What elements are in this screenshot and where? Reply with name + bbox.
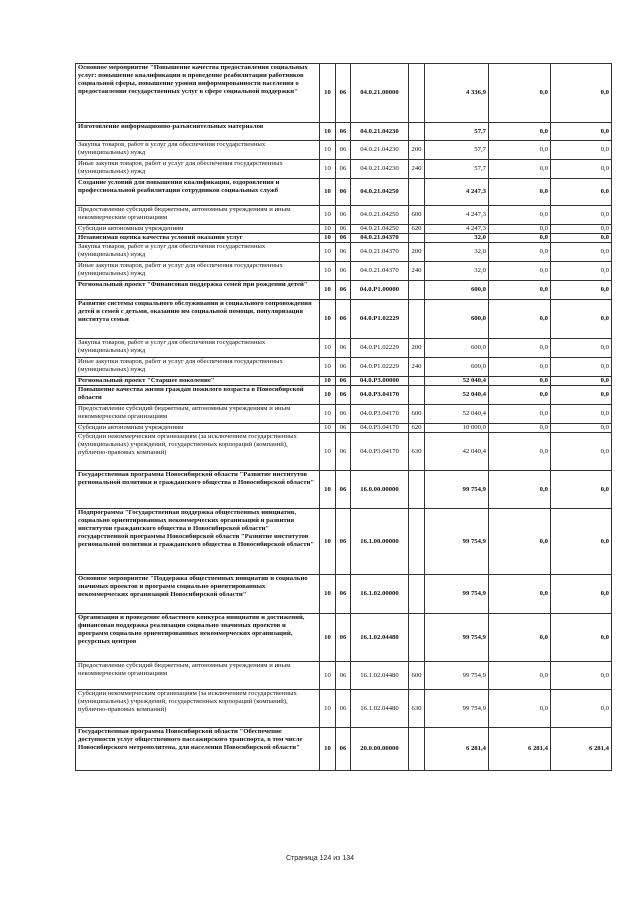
amount-year-1: 99 754,9 bbox=[425, 662, 489, 690]
expense-type-code: 600 bbox=[409, 662, 425, 690]
subsection-code: 06 bbox=[336, 358, 351, 377]
section-code: 10 bbox=[320, 179, 336, 206]
section-code: 10 bbox=[320, 160, 336, 179]
item-name: Закупка товаров, работ и услуг для обеспечения государственных (муниципальных) нужд bbox=[76, 339, 320, 358]
amount-year-1: 99 754,9 bbox=[425, 614, 489, 662]
amount-year-2: 0,0 bbox=[489, 509, 551, 575]
section-code: 10 bbox=[320, 123, 336, 141]
expense-type-code bbox=[409, 614, 425, 662]
amount-year-1: 32,0 bbox=[425, 262, 489, 281]
expense-type-code bbox=[409, 123, 425, 141]
amount-year-2: 0,0 bbox=[489, 386, 551, 405]
section-code: 10 bbox=[320, 225, 336, 234]
table-body bbox=[76, 64, 612, 771]
target-article-code: 04.0.21.04250 bbox=[351, 206, 409, 225]
section-code: 10 bbox=[320, 243, 336, 262]
section-code: 10 bbox=[320, 234, 336, 243]
subsection-code: 06 bbox=[336, 234, 351, 243]
target-article-code: 04.0.P1.02229 bbox=[351, 339, 409, 358]
target-article-code: 16.1.02.00000 bbox=[351, 575, 409, 614]
amount-year-2: 0,0 bbox=[489, 123, 551, 141]
expense-type-code bbox=[409, 471, 425, 509]
subsection-code: 06 bbox=[336, 339, 351, 358]
amount-year-3: 0,0 bbox=[551, 262, 612, 281]
amount-year-2: 0,0 bbox=[489, 575, 551, 614]
amount-year-2: 0,0 bbox=[489, 339, 551, 358]
target-article-code: 04.0.21.04230 bbox=[351, 123, 409, 141]
table-row bbox=[76, 424, 612, 433]
amount-year-3: 0,0 bbox=[551, 281, 612, 300]
amount-year-3: 0,0 bbox=[551, 471, 612, 509]
item-name: Предоставление субсидий бюджетным, автономным учреждениям и иным некоммерческим организациям bbox=[76, 206, 320, 225]
amount-year-3: 0,0 bbox=[551, 179, 612, 206]
target-article-code: 04.0.21.04230 bbox=[351, 160, 409, 179]
amount-year-2: 0,0 bbox=[489, 234, 551, 243]
amount-year-3: 0,0 bbox=[551, 225, 612, 234]
target-article-code: 16.0.00.00000 bbox=[351, 471, 409, 509]
table-row bbox=[76, 179, 612, 206]
expense-type-code bbox=[409, 728, 425, 771]
section-code: 10 bbox=[320, 262, 336, 281]
amount-year-1: 52 040,4 bbox=[425, 377, 489, 386]
amount-year-1: 99 754,9 bbox=[425, 471, 489, 509]
amount-year-3: 0,0 bbox=[551, 339, 612, 358]
subsection-code: 06 bbox=[336, 405, 351, 424]
section-code: 10 bbox=[320, 424, 336, 433]
amount-year-2: 0,0 bbox=[489, 225, 551, 234]
amount-year-1: 42 040,4 bbox=[425, 433, 489, 471]
table-row bbox=[76, 160, 612, 179]
target-article-code: 20.0.00.00000 bbox=[351, 728, 409, 771]
amount-year-3: 0,0 bbox=[551, 433, 612, 471]
table-row bbox=[76, 225, 612, 234]
item-name: Иные закупки товаров, работ и услуг для обеспечения государственных (муниципальных) нужд bbox=[76, 262, 320, 281]
expense-type-code: 630 bbox=[409, 690, 425, 728]
table-row bbox=[76, 405, 612, 424]
expense-type-code: 600 bbox=[409, 206, 425, 225]
target-article-code: 04.0.P3.04170 bbox=[351, 386, 409, 405]
subsection-code: 06 bbox=[336, 424, 351, 433]
table-row bbox=[76, 339, 612, 358]
page-footer: Страница 124 из 134 bbox=[285, 855, 355, 862]
amount-year-2: 0,0 bbox=[489, 471, 551, 509]
expense-type-code: 200 bbox=[409, 141, 425, 160]
expense-type-code bbox=[409, 64, 425, 123]
expense-type-code: 200 bbox=[409, 243, 425, 262]
subsection-code: 06 bbox=[336, 206, 351, 225]
amount-year-1: 4 247,3 bbox=[425, 206, 489, 225]
table-row bbox=[76, 662, 612, 690]
subsection-code: 06 bbox=[336, 281, 351, 300]
amount-year-1: 600,0 bbox=[425, 300, 489, 339]
amount-year-2: 0,0 bbox=[489, 160, 551, 179]
subsection-code: 06 bbox=[336, 377, 351, 386]
item-name: Организация и проведение областного конкурса инициатив и достижений, финансовая поддержка реализации социально значимых проектов и программ социально ориентированных некоммерческих организаций, ресурсных центров bbox=[76, 614, 320, 662]
section-code: 10 bbox=[320, 405, 336, 424]
amount-year-3: 6 281,4 bbox=[551, 728, 612, 771]
expense-type-code bbox=[409, 575, 425, 614]
item-name: Предоставление субсидий бюджетным, автономным учреждениям и иным некоммерческим организациям bbox=[76, 405, 320, 424]
expense-type-code: 240 bbox=[409, 262, 425, 281]
item-name: Региональный проект "Старшее поколение" bbox=[76, 377, 320, 386]
subsection-code: 06 bbox=[336, 728, 351, 771]
amount-year-2: 0,0 bbox=[489, 262, 551, 281]
target-article-code: 04.0.P3.04170 bbox=[351, 405, 409, 424]
expense-type-code: 240 bbox=[409, 358, 425, 377]
amount-year-3: 0,0 bbox=[551, 405, 612, 424]
table-row bbox=[76, 509, 612, 575]
table-row bbox=[76, 123, 612, 141]
table-row bbox=[76, 728, 612, 771]
subsection-code: 06 bbox=[336, 262, 351, 281]
amount-year-2: 0,0 bbox=[489, 690, 551, 728]
target-article-code: 16.1.02.04480 bbox=[351, 662, 409, 690]
expense-type-code bbox=[409, 509, 425, 575]
expense-type-code: 600 bbox=[409, 405, 425, 424]
target-article-code: 04.0.21.04250 bbox=[351, 225, 409, 234]
expense-type-code: 620 bbox=[409, 424, 425, 433]
section-code: 10 bbox=[320, 206, 336, 225]
section-code: 10 bbox=[320, 64, 336, 123]
expense-type-code: 620 bbox=[409, 225, 425, 234]
item-name: Создание условий для повышения квалификации, оздоровления и профессиональной реабилитации сотрудников социальных служб bbox=[76, 179, 320, 206]
budget-table bbox=[75, 63, 612, 771]
amount-year-3: 0,0 bbox=[551, 64, 612, 123]
table-row bbox=[76, 433, 612, 471]
section-code: 10 bbox=[320, 300, 336, 339]
amount-year-3: 0,0 bbox=[551, 160, 612, 179]
subsection-code: 06 bbox=[336, 141, 351, 160]
expense-type-code bbox=[409, 234, 425, 243]
amount-year-2: 0,0 bbox=[489, 243, 551, 262]
amount-year-1: 52 040,4 bbox=[425, 386, 489, 405]
table-row bbox=[76, 377, 612, 386]
amount-year-2: 0,0 bbox=[489, 179, 551, 206]
section-code: 10 bbox=[320, 141, 336, 160]
amount-year-3: 0,0 bbox=[551, 206, 612, 225]
table-row bbox=[76, 471, 612, 509]
amount-year-2: 6 281,4 bbox=[489, 728, 551, 771]
amount-year-1: 4 247,3 bbox=[425, 225, 489, 234]
amount-year-1: 99 754,9 bbox=[425, 690, 489, 728]
amount-year-3: 0,0 bbox=[551, 358, 612, 377]
item-name: Закупка товаров, работ и услуг для обеспечения государственных (муниципальных) нужд bbox=[76, 141, 320, 160]
amount-year-3: 0,0 bbox=[551, 123, 612, 141]
target-article-code: 04.0.P1.00000 bbox=[351, 281, 409, 300]
amount-year-2: 0,0 bbox=[489, 358, 551, 377]
item-name: Подпрограмма "Государственная поддержка общественных инициатив, социально ориентированных некоммерческих организаций и развития институтов гражданского общества в Новосибирской области" государственной программы Новосибирской области "Развитие институтов региональной политики и гражданского общества в Новосибирской области" bbox=[76, 509, 320, 575]
table-row bbox=[76, 262, 612, 281]
amount-year-2: 0,0 bbox=[489, 662, 551, 690]
item-name: Иные закупки товаров, работ и услуг для обеспечения государственных (муниципальных) нужд bbox=[76, 160, 320, 179]
item-name: Субсидии некоммерческим организациям (за исключением государственных (муниципальных) учреждений, государственных корпораций (компаний), публично-правовых компаний) bbox=[76, 690, 320, 728]
section-code: 10 bbox=[320, 377, 336, 386]
expense-type-code bbox=[409, 300, 425, 339]
table-row bbox=[76, 64, 612, 123]
amount-year-3: 0,0 bbox=[551, 575, 612, 614]
subsection-code: 06 bbox=[336, 64, 351, 123]
amount-year-1: 32,0 bbox=[425, 234, 489, 243]
amount-year-3: 0,0 bbox=[551, 234, 612, 243]
expense-type-code: 630 bbox=[409, 433, 425, 471]
target-article-code: 16.1.00.00000 bbox=[351, 509, 409, 575]
target-article-code: 04.0.P1.02229 bbox=[351, 358, 409, 377]
table-row bbox=[76, 358, 612, 377]
table-row bbox=[76, 243, 612, 262]
amount-year-1: 99 754,9 bbox=[425, 509, 489, 575]
table-row bbox=[76, 690, 612, 728]
amount-year-3: 0,0 bbox=[551, 509, 612, 575]
subsection-code: 06 bbox=[336, 179, 351, 206]
expense-type-code: 240 bbox=[409, 160, 425, 179]
section-code: 10 bbox=[320, 690, 336, 728]
amount-year-3: 0,0 bbox=[551, 424, 612, 433]
item-name: Государственная программа Новосибирской области "Обеспечение доступности услуг общественного пассажирского транспорта, в том числе Новосибирского метрополитена, для населения Новосибирской области" bbox=[76, 728, 320, 771]
target-article-code: 04.0.P3.00000 bbox=[351, 377, 409, 386]
subsection-code: 06 bbox=[336, 433, 351, 471]
table-row bbox=[76, 575, 612, 614]
item-name: Субсидии некоммерческим организациям (за исключением государственных (муниципальных) учреждений, государственных корпораций (компаний), публично-правовых компаний) bbox=[76, 433, 320, 471]
expense-type-code bbox=[409, 281, 425, 300]
section-code: 10 bbox=[320, 471, 336, 509]
item-name: Основное мероприятие "Поддержка общественных инициатив и социально значимых проектов и программ социально ориентированных некоммерческих организаций Новосибирской области" bbox=[76, 575, 320, 614]
section-code: 10 bbox=[320, 386, 336, 405]
item-name: Предоставление субсидий бюджетным, автономным учреждениям и иным некоммерческим организациям bbox=[76, 662, 320, 690]
table-row bbox=[76, 141, 612, 160]
subsection-code: 06 bbox=[336, 662, 351, 690]
amount-year-1: 10 000,0 bbox=[425, 424, 489, 433]
target-article-code: 04.0.21.04230 bbox=[351, 141, 409, 160]
amount-year-1: 4 247,3 bbox=[425, 179, 489, 206]
item-name: Закупка товаров, работ и услуг для обеспечения государственных (муниципальных) нужд bbox=[76, 243, 320, 262]
subsection-code: 06 bbox=[336, 575, 351, 614]
expense-type-code bbox=[409, 179, 425, 206]
amount-year-1: 600,0 bbox=[425, 281, 489, 300]
amount-year-2: 0,0 bbox=[489, 614, 551, 662]
item-name: Региональный проект "Финансовая поддержка семей при рождении детей" bbox=[76, 281, 320, 300]
item-name: Независимая оценка качества условий оказания услуг bbox=[76, 234, 320, 243]
table-row bbox=[76, 386, 612, 405]
subsection-code: 06 bbox=[336, 243, 351, 262]
expense-type-code: 200 bbox=[409, 339, 425, 358]
subsection-code: 06 bbox=[336, 386, 351, 405]
amount-year-1: 6 281,4 bbox=[425, 728, 489, 771]
target-article-code: 04.0.21.04250 bbox=[351, 179, 409, 206]
target-article-code: 04.0.21.04370 bbox=[351, 243, 409, 262]
amount-year-1: 600,0 bbox=[425, 339, 489, 358]
amount-year-1: 57,7 bbox=[425, 160, 489, 179]
amount-year-2: 0,0 bbox=[489, 424, 551, 433]
section-code: 10 bbox=[320, 662, 336, 690]
amount-year-3: 0,0 bbox=[551, 690, 612, 728]
subsection-code: 06 bbox=[336, 509, 351, 575]
section-code: 10 bbox=[320, 433, 336, 471]
amount-year-3: 0,0 bbox=[551, 662, 612, 690]
subsection-code: 06 bbox=[336, 225, 351, 234]
target-article-code: 04.0.21.04370 bbox=[351, 262, 409, 281]
amount-year-2: 0,0 bbox=[489, 206, 551, 225]
section-code: 10 bbox=[320, 728, 336, 771]
subsection-code: 06 bbox=[336, 160, 351, 179]
amount-year-2: 0,0 bbox=[489, 281, 551, 300]
amount-year-2: 0,0 bbox=[489, 300, 551, 339]
amount-year-3: 0,0 bbox=[551, 243, 612, 262]
section-code: 10 bbox=[320, 509, 336, 575]
amount-year-1: 52 040,4 bbox=[425, 405, 489, 424]
amount-year-3: 0,0 bbox=[551, 141, 612, 160]
amount-year-1: 600,0 bbox=[425, 358, 489, 377]
item-name: Изготовление информационно-разъяснительных материалов bbox=[76, 123, 320, 141]
amount-year-1: 99 754,9 bbox=[425, 575, 489, 614]
item-name: Иные закупки товаров, работ и услуг для обеспечения государственных (муниципальных) нужд bbox=[76, 358, 320, 377]
amount-year-1: 32,0 bbox=[425, 243, 489, 262]
item-name: Субсидии автономным учреждениям bbox=[76, 424, 320, 433]
amount-year-2: 0,0 bbox=[489, 141, 551, 160]
section-code: 10 bbox=[320, 575, 336, 614]
amount-year-2: 0,0 bbox=[489, 433, 551, 471]
section-code: 10 bbox=[320, 358, 336, 377]
target-article-code: 04.0.P1.02229 bbox=[351, 300, 409, 339]
item-name: Государственная программа Новосибирской области "Развитие институтов региональной политики и гражданского общества в Новосибирской области" bbox=[76, 471, 320, 509]
target-article-code: 04.0.P3.04170 bbox=[351, 433, 409, 471]
table-row bbox=[76, 206, 612, 225]
target-article-code: 16.1.02.04480 bbox=[351, 690, 409, 728]
table-row bbox=[76, 234, 612, 243]
subsection-code: 06 bbox=[336, 471, 351, 509]
target-article-code: 04.0.P3.04170 bbox=[351, 424, 409, 433]
subsection-code: 06 bbox=[336, 123, 351, 141]
amount-year-2: 0,0 bbox=[489, 64, 551, 123]
subsection-code: 06 bbox=[336, 300, 351, 339]
amount-year-3: 0,0 bbox=[551, 614, 612, 662]
section-code: 10 bbox=[320, 614, 336, 662]
table-row bbox=[76, 281, 612, 300]
subsection-code: 06 bbox=[336, 690, 351, 728]
table-row bbox=[76, 300, 612, 339]
section-code: 10 bbox=[320, 339, 336, 358]
amount-year-2: 0,0 bbox=[489, 377, 551, 386]
amount-year-1: 4 336,9 bbox=[425, 64, 489, 123]
item-name: Повышение качества жизни граждан пожилого возраста в Новосибирской области bbox=[76, 386, 320, 405]
amount-year-1: 57,7 bbox=[425, 123, 489, 141]
item-name: Основное мероприятие "Повышение качества предоставления социальных услуг: повышение квалификации и проведение реабилитации работников социальной сферы, повышение уровня информированности населения о предоставлении государственных услуг в сфере социальной поддержки" bbox=[76, 64, 320, 123]
subsection-code: 06 bbox=[336, 614, 351, 662]
section-code: 10 bbox=[320, 281, 336, 300]
item-name: Субсидии автономным учреждениям bbox=[76, 225, 320, 234]
table-row bbox=[76, 614, 612, 662]
expense-type-code bbox=[409, 377, 425, 386]
amount-year-3: 0,0 bbox=[551, 386, 612, 405]
target-article-code: 16.1.02.04480 bbox=[351, 614, 409, 662]
amount-year-3: 0,0 bbox=[551, 300, 612, 339]
amount-year-2: 0,0 bbox=[489, 405, 551, 424]
expense-type-code bbox=[409, 386, 425, 405]
amount-year-1: 57,7 bbox=[425, 141, 489, 160]
target-article-code: 04.0.21.04370 bbox=[351, 234, 409, 243]
amount-year-3: 0,0 bbox=[551, 377, 612, 386]
target-article-code: 04.0.21.00000 bbox=[351, 64, 409, 123]
item-name: Развитие системы социального обслуживания и социального сопровождения детей и семей с детьми, оказанию им социальной помощи, популяризация института семьи bbox=[76, 300, 320, 339]
